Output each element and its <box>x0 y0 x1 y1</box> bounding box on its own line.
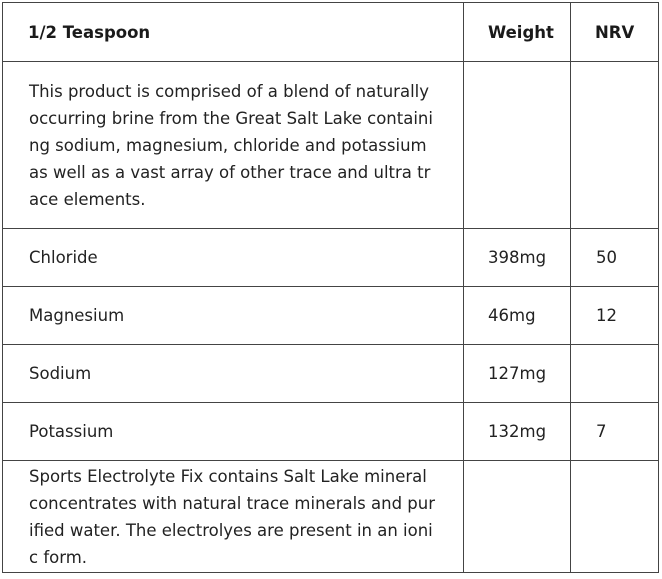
product-description: This product is comprised of a blend of naturally occurring brine from the Great Salt Lake containing sodium, magnesium, chloride and potassium as well as a vast array of other trace and ultra trace elements. <box>3 62 464 229</box>
table-row <box>3 229 659 287</box>
nutrition-table <box>2 2 659 573</box>
mineral-weight: 127mg <box>464 345 571 403</box>
weight-header: Weight <box>464 3 571 62</box>
mineral-nrv <box>571 345 659 403</box>
mineral-nrv: 50 <box>571 229 659 287</box>
table-row <box>3 287 659 345</box>
mineral-weight: 46mg <box>464 287 571 345</box>
mineral-nrv: 12 <box>571 287 659 345</box>
mineral-weight: 132mg <box>464 403 571 461</box>
table-row <box>3 345 659 403</box>
composition-note: Sports Electrolyte Fix contains Salt Lake mineral concentrates with natural trace minerals and purified water. The electrolyes are present in an ionic form. <box>3 461 464 573</box>
serving-size-header: 1/2 Teaspoon <box>3 3 464 62</box>
mineral-nrv: 7 <box>571 403 659 461</box>
mineral-weight: 398mg <box>464 229 571 287</box>
composition-note-row <box>3 461 659 573</box>
empty-cell <box>571 62 659 229</box>
empty-cell <box>571 461 659 573</box>
empty-cell <box>464 461 571 573</box>
table-header-row <box>3 3 659 62</box>
empty-cell <box>464 62 571 229</box>
product-description-row <box>3 62 659 229</box>
mineral-name: Potassium <box>3 403 464 461</box>
mineral-name: Magnesium <box>3 287 464 345</box>
mineral-name: Sodium <box>3 345 464 403</box>
nrv-header: NRV <box>571 3 659 62</box>
mineral-name: Chloride <box>3 229 464 287</box>
table-row <box>3 403 659 461</box>
